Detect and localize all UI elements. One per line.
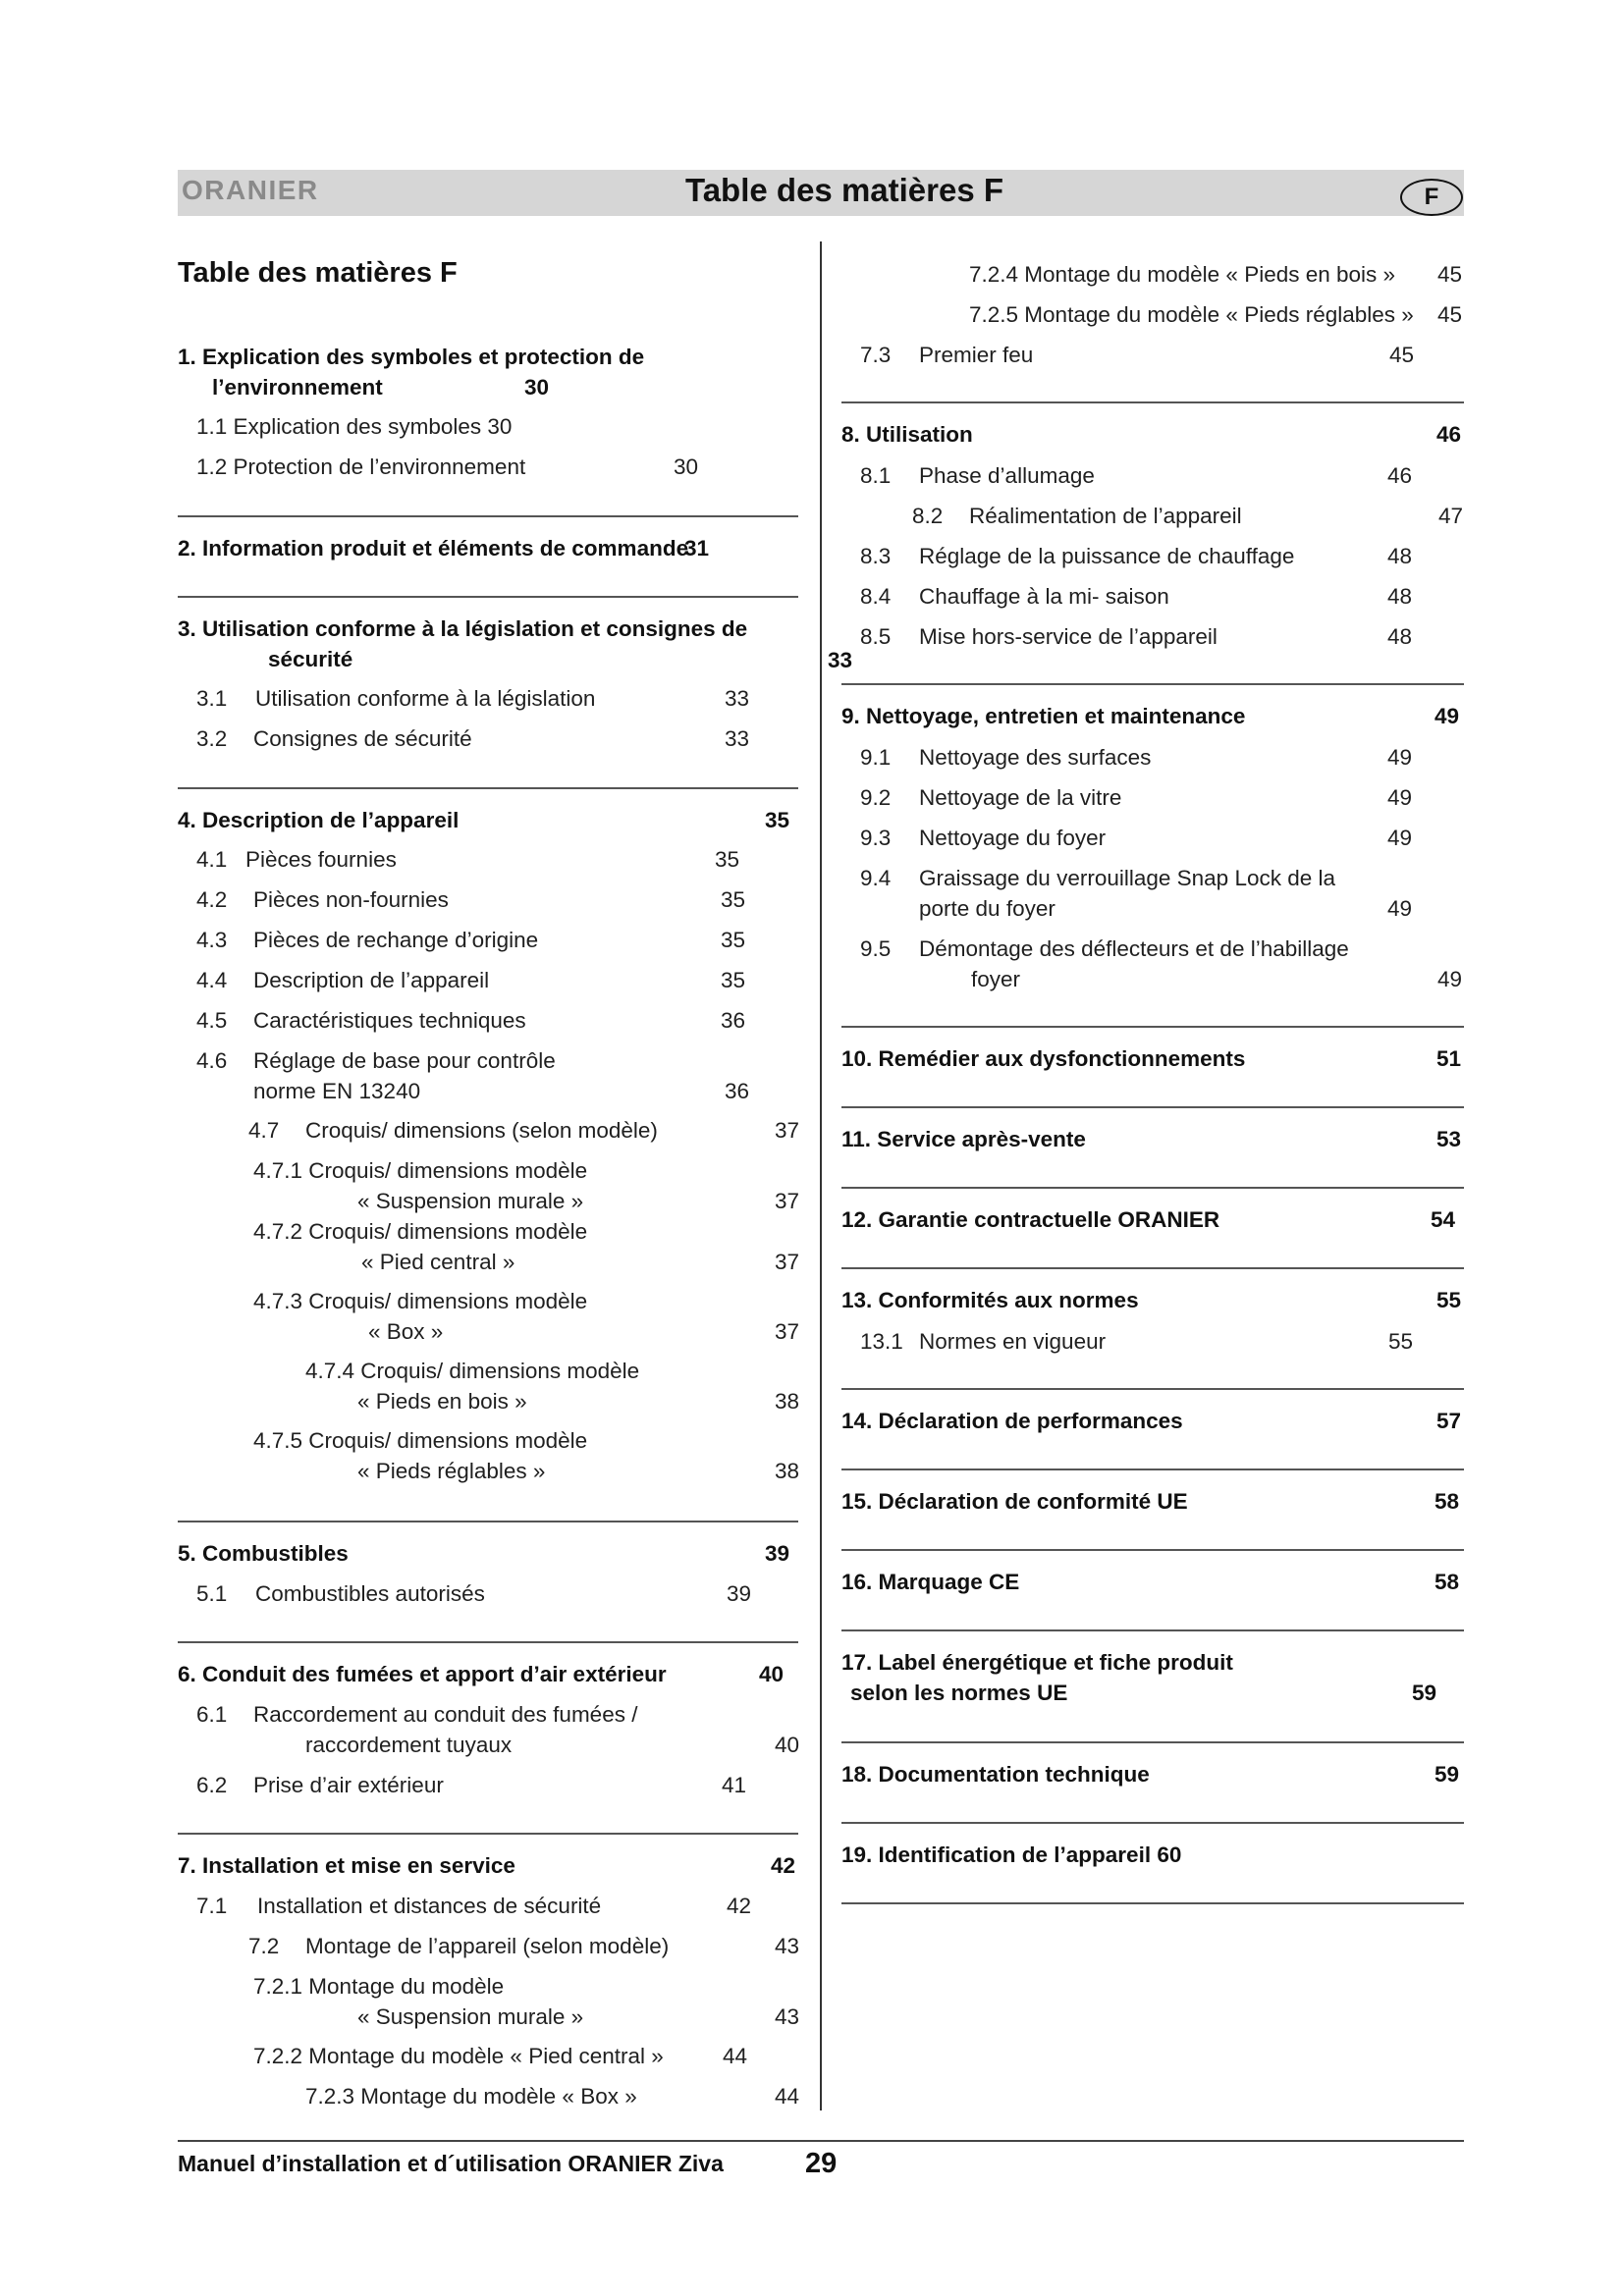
divider bbox=[841, 1629, 1464, 1631]
toc-entry-7-2-1[interactable]: 7.2.1 Montage du modèle bbox=[253, 1974, 505, 1999]
toc-entry-4-7[interactable]: Croquis/ dimensions (selon modèle) bbox=[305, 1118, 658, 1143]
toc-entry-4-7-4[interactable]: 4.7.4 Croquis/ dimensions modèle bbox=[305, 1359, 640, 1383]
divider bbox=[178, 596, 798, 598]
toc-num: 7.2 bbox=[248, 1934, 280, 1958]
divider bbox=[841, 1822, 1464, 1824]
toc-entry-7-2-3[interactable]: 7.2.3 Montage du modèle « Box » bbox=[305, 2084, 637, 2109]
toc-num: 9.4 bbox=[860, 866, 892, 890]
toc-num: 8.4 bbox=[860, 584, 892, 609]
toc-num: 9.1 bbox=[860, 745, 892, 770]
toc-page: 42 bbox=[771, 1853, 796, 1878]
toc-entry-9-2[interactable]: Nettoyage de la vitre bbox=[919, 785, 1122, 810]
toc-page: 57 bbox=[1436, 1409, 1462, 1433]
toc-page: 48 bbox=[1387, 624, 1413, 649]
toc-section-19[interactable]: 19. Identification de l’appareil 60 bbox=[841, 1842, 1182, 1867]
toc-section-6[interactable]: 6. Conduit des fumées et apport d’air extérieur bbox=[178, 1662, 667, 1686]
toc-page: 37 bbox=[775, 1118, 800, 1143]
toc-entry-4-6-cont[interactable]: norme EN 13240 bbox=[253, 1079, 421, 1103]
toc-page: 45 bbox=[1437, 262, 1463, 287]
toc-page: 36 bbox=[721, 1008, 746, 1033]
toc-entry-7-1[interactable]: Installation et distances de sécurité bbox=[257, 1894, 602, 1918]
divider bbox=[841, 401, 1464, 403]
toc-entry-7-3[interactable]: Premier feu bbox=[919, 343, 1034, 367]
toc-page: 38 bbox=[775, 1459, 800, 1483]
language-badge: F bbox=[1400, 179, 1463, 216]
toc-entry-4-7-2-cont[interactable]: « Pied central » bbox=[361, 1250, 515, 1274]
toc-section-5[interactable]: 5. Combustibles bbox=[178, 1541, 349, 1566]
toc-num: 4.5 bbox=[196, 1008, 228, 1033]
divider bbox=[178, 515, 798, 517]
toc-page: 31 bbox=[684, 536, 710, 561]
toc-section-12[interactable]: 12. Garantie contractuelle ORANIER bbox=[841, 1207, 1220, 1232]
toc-title: Table des matières F bbox=[178, 257, 458, 289]
toc-entry-4-7-1[interactable]: 4.7.1 Croquis/ dimensions modèle bbox=[253, 1158, 588, 1183]
toc-page: 54 bbox=[1431, 1207, 1456, 1232]
toc-section-3[interactable]: 3. Utilisation conforme à la législation et consignes de bbox=[178, 616, 748, 641]
toc-entry-7-2-5[interactable]: 7.2.5 Montage du modèle « Pieds réglables » bbox=[969, 302, 1414, 327]
toc-entry-8-3[interactable]: Réglage de la puissance de chauffage bbox=[919, 544, 1295, 568]
toc-entry-4-7-5[interactable]: 4.7.5 Croquis/ dimensions modèle bbox=[253, 1428, 588, 1453]
toc-num: 7.3 bbox=[860, 343, 892, 367]
toc-section-13[interactable]: 13. Conformités aux normes bbox=[841, 1288, 1139, 1312]
divider bbox=[841, 1106, 1464, 1108]
toc-page: 58 bbox=[1435, 1570, 1460, 1594]
toc-entry-6-2[interactable]: Prise d’air extérieur bbox=[253, 1773, 444, 1797]
divider bbox=[841, 1187, 1464, 1189]
toc-entry-4-2[interactable]: Pièces non-fournies bbox=[253, 887, 449, 912]
toc-page: 30 bbox=[674, 454, 699, 479]
toc-section-17[interactable]: 17. Label énergétique et fiche produit bbox=[841, 1650, 1233, 1675]
toc-page: 59 bbox=[1412, 1681, 1437, 1705]
toc-page: 39 bbox=[765, 1541, 790, 1566]
toc-entry-4-6[interactable]: Réglage de base pour contrôle bbox=[253, 1048, 556, 1073]
toc-entry-8-5[interactable]: Mise hors-service de l’appareil bbox=[919, 624, 1218, 649]
toc-entry-4-7-5-cont[interactable]: « Pieds réglables » bbox=[357, 1459, 546, 1483]
toc-section-3-cont[interactable]: sécurité bbox=[268, 647, 353, 671]
toc-entry-6-1[interactable]: Raccordement au conduit des fumées / bbox=[253, 1702, 638, 1727]
toc-page: 49 bbox=[1387, 785, 1413, 810]
toc-num: 8.2 bbox=[912, 504, 944, 528]
toc-page: 59 bbox=[1435, 1762, 1460, 1787]
toc-page: 41 bbox=[722, 1773, 747, 1797]
toc-page: 37 bbox=[775, 1319, 800, 1344]
stray-page-number: 33 bbox=[828, 648, 853, 672]
toc-page: 44 bbox=[775, 2084, 800, 2109]
toc-entry-9-3[interactable]: Nettoyage du foyer bbox=[919, 826, 1107, 850]
toc-page: 40 bbox=[775, 1733, 800, 1757]
toc-section-4[interactable]: 4. Description de l’appareil bbox=[178, 808, 460, 832]
toc-section-14[interactable]: 14. Déclaration de performances bbox=[841, 1409, 1183, 1433]
divider bbox=[178, 1641, 798, 1643]
toc-page: 33 bbox=[725, 686, 750, 711]
toc-num: 4.7 bbox=[248, 1118, 280, 1143]
toc-entry-6-1-cont[interactable]: raccordement tuyaux bbox=[305, 1733, 513, 1757]
toc-num: 8.5 bbox=[860, 624, 892, 649]
toc-num: 8.1 bbox=[860, 463, 892, 488]
toc-num: 9.3 bbox=[860, 826, 892, 850]
toc-section-8[interactable]: 8. Utilisation bbox=[841, 422, 973, 447]
toc-page: 47 bbox=[1438, 504, 1464, 528]
toc-page: 37 bbox=[775, 1250, 800, 1274]
toc-section-16[interactable]: 16. Marquage CE bbox=[841, 1570, 1020, 1594]
divider bbox=[841, 1026, 1464, 1028]
toc-num: 3.2 bbox=[196, 726, 228, 751]
toc-page: 40 bbox=[759, 1662, 785, 1686]
toc-page: 49 bbox=[1437, 967, 1463, 991]
toc-page: 37 bbox=[775, 1189, 800, 1213]
toc-page: 49 bbox=[1435, 704, 1460, 728]
toc-entry-4-1[interactable]: Pièces fournies bbox=[245, 847, 397, 872]
toc-entry-1-1[interactable]: 1.1 Explication des symboles 30 bbox=[196, 414, 513, 439]
toc-page: 53 bbox=[1436, 1127, 1462, 1151]
toc-num: 5.1 bbox=[196, 1581, 228, 1606]
toc-page: 44 bbox=[723, 2044, 748, 2068]
toc-num: 8.3 bbox=[860, 544, 892, 568]
toc-num: 3.1 bbox=[196, 686, 228, 711]
toc-entry-9-4-cont[interactable]: porte du foyer bbox=[919, 896, 1056, 921]
toc-page: 43 bbox=[775, 1934, 800, 1958]
toc-num: 9.2 bbox=[860, 785, 892, 810]
toc-page: 30 bbox=[524, 375, 550, 400]
footer-divider bbox=[178, 2140, 1464, 2142]
toc-entry-5-1[interactable]: Combustibles autorisés bbox=[255, 1581, 485, 1606]
toc-page: 51 bbox=[1436, 1046, 1462, 1071]
toc-num: 4.1 bbox=[196, 847, 228, 872]
toc-page: 35 bbox=[715, 847, 740, 872]
toc-section-17-cont[interactable]: selon les normes UE bbox=[850, 1681, 1068, 1705]
toc-page: 49 bbox=[1387, 826, 1413, 850]
toc-entry-9-1[interactable]: Nettoyage des surfaces bbox=[919, 745, 1152, 770]
toc-entry-4-5[interactable]: Caractéristiques techniques bbox=[253, 1008, 526, 1033]
toc-section-1-cont[interactable]: l’environnement bbox=[212, 375, 383, 400]
toc-page: 45 bbox=[1389, 343, 1415, 367]
divider bbox=[841, 683, 1464, 685]
page-number: 29 bbox=[805, 2148, 838, 2179]
brand-logo: ORANIER bbox=[182, 175, 319, 205]
footer-manual-title: Manuel d’installation et d´utilisation ORANIER Ziva bbox=[178, 2151, 724, 2176]
column-divider bbox=[820, 241, 822, 2110]
toc-entry-4-7-3-cont[interactable]: « Box » bbox=[368, 1319, 444, 1344]
toc-entry-7-2-2[interactable]: 7.2.2 Montage du modèle « Pied central » bbox=[253, 2044, 664, 2068]
toc-page: 33 bbox=[725, 726, 750, 751]
divider bbox=[841, 1267, 1464, 1269]
toc-page: 42 bbox=[727, 1894, 752, 1918]
toc-page: 49 bbox=[1387, 896, 1413, 921]
toc-section-7[interactable]: 7. Installation et mise en service bbox=[178, 1853, 515, 1878]
toc-page: 46 bbox=[1436, 422, 1462, 447]
toc-section-15[interactable]: 15. Déclaration de conformité UE bbox=[841, 1489, 1188, 1514]
toc-entry-7-2-4[interactable]: 7.2.4 Montage du modèle « Pieds en bois » bbox=[969, 262, 1396, 287]
toc-num: 4.3 bbox=[196, 928, 228, 952]
toc-entry-4-7-4-cont[interactable]: « Pieds en bois » bbox=[357, 1389, 527, 1414]
toc-page: 49 bbox=[1387, 745, 1413, 770]
toc-page: 46 bbox=[1387, 463, 1413, 488]
divider bbox=[178, 1833, 798, 1835]
divider bbox=[841, 1388, 1464, 1390]
toc-page: 45 bbox=[1437, 302, 1463, 327]
toc-section-1[interactable]: 1. Explication des symboles et protection de bbox=[178, 345, 645, 369]
toc-entry-8-2[interactable]: Réalimentation de l’appareil bbox=[969, 504, 1242, 528]
toc-entry-3-1[interactable]: Utilisation conforme à la législation bbox=[255, 686, 596, 711]
toc-page: 35 bbox=[765, 808, 790, 832]
toc-page: 38 bbox=[775, 1389, 800, 1414]
toc-page: 35 bbox=[721, 928, 746, 952]
toc-page: 35 bbox=[721, 887, 746, 912]
toc-num: 4.6 bbox=[196, 1048, 228, 1073]
toc-entry-9-5[interactable]: Démontage des déflecteurs et de l’habillage bbox=[919, 936, 1349, 961]
toc-entry-7-2[interactable]: Montage de l’appareil (selon modèle) bbox=[305, 1934, 670, 1958]
toc-section-2[interactable]: 2. Information produit et éléments de commande bbox=[178, 536, 689, 561]
toc-entry-4-4[interactable]: Description de l’appareil bbox=[253, 968, 490, 992]
toc-num: 4.4 bbox=[196, 968, 228, 992]
toc-num: 6.2 bbox=[196, 1773, 228, 1797]
toc-entry-13-1[interactable]: Normes en vigueur bbox=[919, 1329, 1107, 1354]
toc-page: 55 bbox=[1388, 1329, 1414, 1354]
toc-entry-9-5-cont[interactable]: foyer bbox=[971, 967, 1021, 991]
toc-entry-1-2[interactable]: 1.2 Protection de l’environnement bbox=[196, 454, 526, 479]
toc-section-18[interactable]: 18. Documentation technique bbox=[841, 1762, 1150, 1787]
toc-page: 35 bbox=[721, 968, 746, 992]
divider bbox=[178, 1521, 798, 1522]
divider bbox=[841, 1468, 1464, 1470]
toc-page: 48 bbox=[1387, 584, 1413, 609]
toc-page: 48 bbox=[1387, 544, 1413, 568]
header-title: Table des matières F bbox=[685, 172, 1004, 208]
toc-entry-7-2-1-cont[interactable]: « Suspension murale » bbox=[357, 2004, 584, 2029]
toc-section-9[interactable]: 9. Nettoyage, entretien et maintenance bbox=[841, 704, 1246, 728]
toc-num: 4.2 bbox=[196, 887, 228, 912]
toc-section-10[interactable]: 10. Remédier aux dysfonctionnements bbox=[841, 1046, 1246, 1071]
toc-entry-3-2[interactable]: Consignes de sécurité bbox=[253, 726, 472, 751]
toc-entry-4-7-3[interactable]: 4.7.3 Croquis/ dimensions modèle bbox=[253, 1289, 588, 1313]
toc-section-11[interactable]: 11. Service après-vente bbox=[841, 1127, 1086, 1151]
toc-page: 36 bbox=[725, 1079, 750, 1103]
toc-page: 58 bbox=[1435, 1489, 1460, 1514]
toc-page: 55 bbox=[1436, 1288, 1462, 1312]
toc-page: 43 bbox=[775, 2004, 800, 2029]
toc-entry-4-7-1-cont[interactable]: « Suspension murale » bbox=[357, 1189, 584, 1213]
toc-entry-4-3[interactable]: Pièces de rechange d’origine bbox=[253, 928, 539, 952]
toc-num: 6.1 bbox=[196, 1702, 228, 1727]
divider bbox=[841, 1741, 1464, 1743]
toc-entry-9-4[interactable]: Graissage du verrouillage Snap Lock de la bbox=[919, 866, 1336, 890]
toc-num: 9.5 bbox=[860, 936, 892, 961]
toc-page: 39 bbox=[727, 1581, 752, 1606]
toc-entry-8-4[interactable]: Chauffage à la mi- saison bbox=[919, 584, 1169, 609]
toc-entry-8-1[interactable]: Phase d’allumage bbox=[919, 463, 1095, 488]
toc-num: 7.1 bbox=[196, 1894, 228, 1918]
divider bbox=[841, 1549, 1464, 1551]
toc-num: 13.1 bbox=[860, 1329, 903, 1354]
divider bbox=[841, 1902, 1464, 1904]
divider bbox=[178, 787, 798, 789]
toc-entry-4-7-2[interactable]: 4.7.2 Croquis/ dimensions modèle bbox=[253, 1219, 588, 1244]
